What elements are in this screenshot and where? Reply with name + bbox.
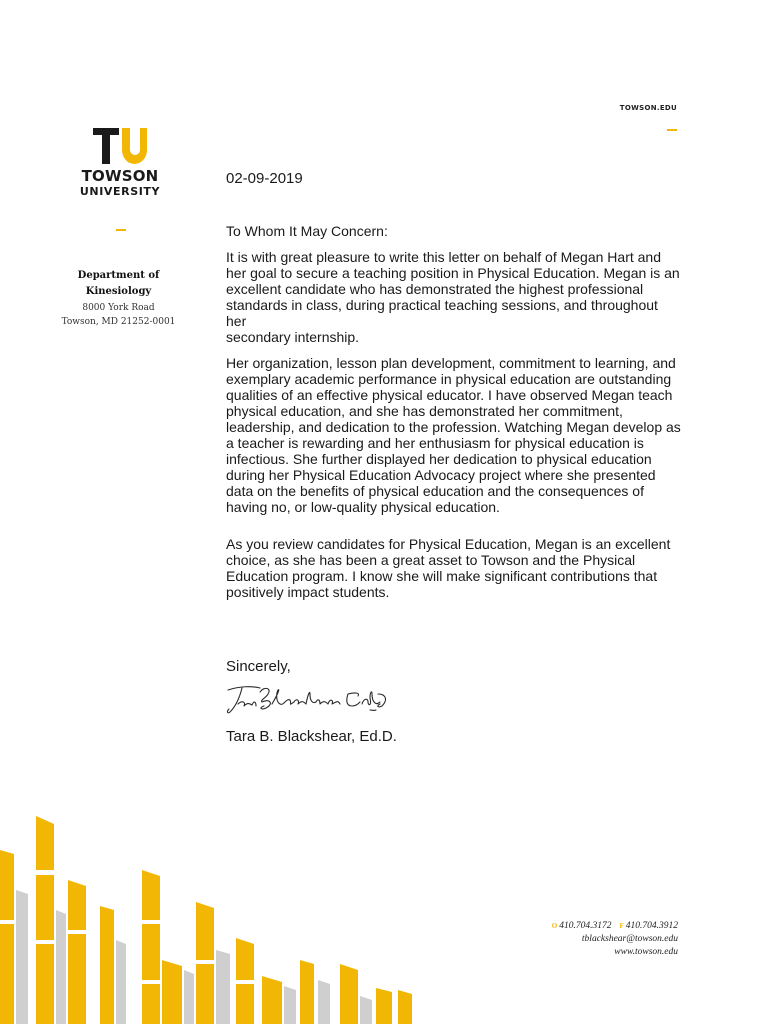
- address-city: Towson, MD 21252-0001: [61, 317, 176, 327]
- logo-wordmark-university: UNIVERSITY: [79, 185, 161, 198]
- department-line1: Department of: [77, 270, 160, 281]
- brand-stripe-pattern: [0, 810, 420, 1024]
- towson-tu-logo: [93, 128, 147, 164]
- address-street: 8000 York Road: [82, 303, 155, 313]
- office-phone: 410.704.3172: [559, 921, 612, 931]
- letter-paragraph-3: As you review candidates for Physical Education, Megan is an excellent choice, as she has been a great asset to Towson and the Physical Education program. I know she will make significant contributions that positively impact students.: [226, 536, 671, 600]
- handwritten-signature: [220, 680, 390, 720]
- site-url: TOWSON.EDU: [619, 104, 677, 112]
- contact-phones: [470, 921, 678, 931]
- department-line2: Kinesiology: [85, 286, 152, 297]
- fax-phone: 410.704.3912: [625, 921, 678, 931]
- letter-closing: Sincerely,: [226, 658, 291, 675]
- fax-label: F: [619, 922, 624, 930]
- office-label: O: [551, 922, 558, 930]
- logo-wordmark-towson: TOWSON: [81, 167, 159, 185]
- letter-date: 02-09-2019: [226, 170, 303, 187]
- letter-paragraph-2: Her organization, lesson plan development, commitment to learning, and exemplary academic performance in physical education are outstanding qualities of an effective physical educator. I have observed Megan teach physical education, and she has demonstrated her commitment, leadership, and dedication to the profession. Watching Megan develop as a teacher is rewarding and her enthusiasm for physical education is infectious. She further displayed her dedication to physical education during her Physical Education Advocacy project where she presented data on the benefits of physical education and the consequences of having no, or low-quality physical education.: [226, 355, 681, 515]
- letter-salutation: To Whom It May Concern:: [226, 223, 388, 239]
- department-name: [50, 268, 187, 300]
- gold-accent-dash-sidebar: [116, 229, 126, 231]
- contact-website: www.towson.edu: [614, 947, 678, 957]
- contact-email: tblackshear@towson.edu: [581, 934, 678, 944]
- gold-accent-dash: [667, 129, 677, 131]
- letter-paragraph-1: It is with great pleasure to write this letter on behalf of Megan Hart and her goal to secure a teaching position in Physical Education. Megan is an excellent candidate who has demonstrated the highest professional standards in class, during practical teaching sessions, and throughout her secondary internship.: [226, 249, 680, 345]
- signer-name: Tara B. Blackshear, Ed.D.: [226, 728, 397, 745]
